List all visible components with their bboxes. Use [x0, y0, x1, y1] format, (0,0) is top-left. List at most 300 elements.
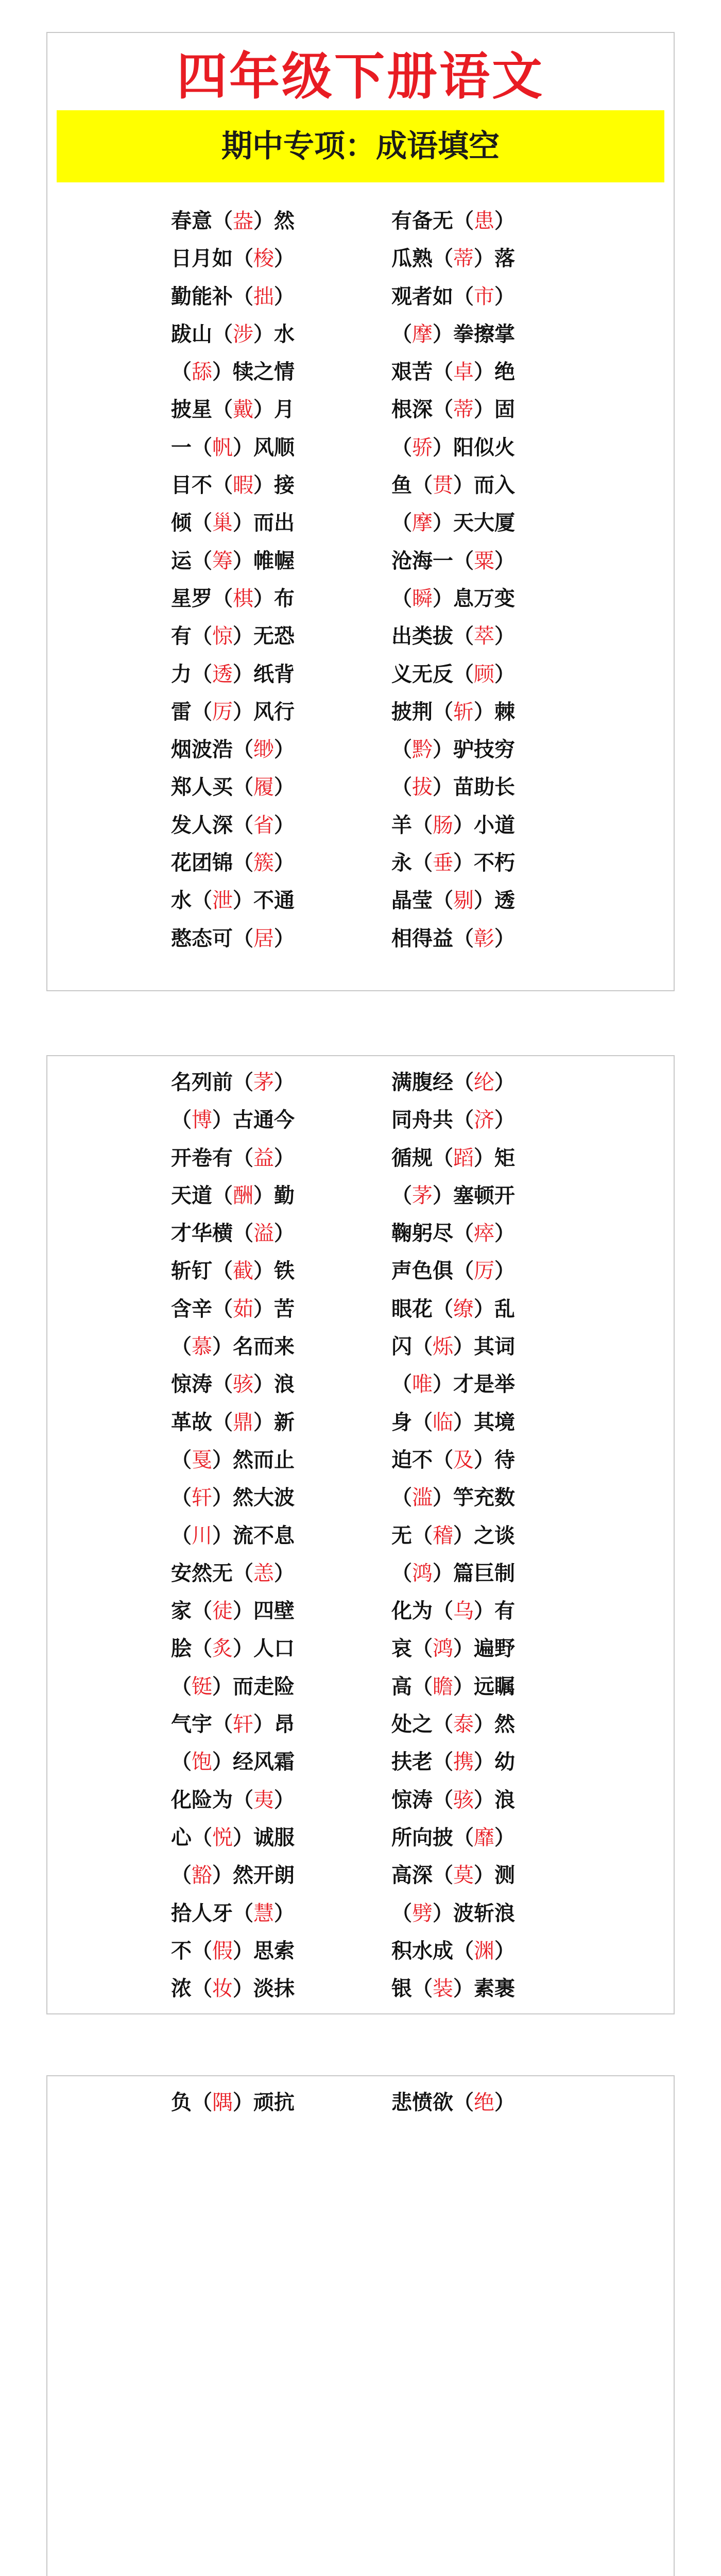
- idiom-text-before: 所向披（: [391, 1825, 474, 1850]
- idiom-answer: 骇: [453, 1788, 474, 1812]
- idiom-text-after: ）幼: [474, 1750, 515, 1774]
- idiom-answer: 悦: [212, 1825, 233, 1850]
- idiom-text-before: （: [391, 586, 412, 611]
- idiom-item: [171, 1592, 295, 1630]
- idiom-text-before: 银（: [391, 1976, 433, 2001]
- idiom-answer: 彰: [474, 926, 494, 951]
- idiom-text-before: 晶莹（: [391, 888, 453, 913]
- idiom-text-before: 目不（: [171, 473, 233, 498]
- idiom-text-before: 气宇（: [171, 1712, 233, 1737]
- idiom-item: [391, 1856, 515, 1894]
- idiom-text-after: ）: [274, 1221, 295, 1246]
- idiom-answer: 慧: [253, 1901, 274, 1925]
- idiom-answer: 饱: [192, 1750, 212, 1774]
- idiom-answer: 拙: [253, 284, 274, 309]
- idiom-item: [171, 1328, 295, 1366]
- idiom-text-before: （: [171, 1863, 192, 1888]
- worksheet-page-3: [46, 2075, 675, 2576]
- idiom-text-before: 瓜熟（: [391, 246, 453, 271]
- idiom-answer: 鸿: [412, 1561, 433, 1585]
- idiom-text-after: ）阳似火: [433, 435, 515, 460]
- idiom-row: [47, 353, 674, 391]
- idiom-row: [47, 466, 674, 504]
- idiom-text-before: 扶老（: [391, 1750, 453, 1774]
- idiom-text-before: （: [391, 1372, 412, 1397]
- idiom-answer: 簇: [253, 851, 274, 875]
- idiom-answer: 梭: [253, 247, 274, 271]
- idiom-text-after: ）: [274, 1070, 295, 1094]
- idiom-answer: 泄: [212, 889, 233, 913]
- idiom-text-before: 开卷有（: [171, 1145, 253, 1170]
- idiom-text-after: ）流不息: [212, 1523, 295, 1548]
- idiom-text-after: ）驴技穷: [433, 737, 515, 762]
- idiom-text-after: ）其词: [453, 1334, 515, 1359]
- idiom-item: [171, 1403, 295, 1442]
- idiom-item: [171, 731, 295, 769]
- idiom-item: [391, 617, 515, 655]
- idiom-text-after: ）新: [253, 1410, 295, 1434]
- idiom-text-after: ）: [274, 1561, 295, 1585]
- idiom-text-before: 闪（: [391, 1334, 433, 1359]
- idiom-item: [391, 1479, 515, 1517]
- idiom-text-after: ）而出: [233, 511, 295, 535]
- idiom-row: [47, 1554, 674, 1592]
- idiom-answer: 涉: [233, 322, 253, 346]
- idiom-item: [171, 429, 295, 467]
- idiom-answer: 莫: [453, 1863, 474, 1888]
- idiom-text-after: ）: [274, 246, 295, 271]
- idiom-answer: 黔: [412, 738, 433, 762]
- idiom-item: [391, 1668, 515, 1706]
- idiom-row: [47, 1743, 674, 1781]
- idiom-text-after: ）素裹: [453, 1976, 515, 2001]
- idiom-text-before: 眼花（: [391, 1296, 453, 1321]
- idiom-answer: 骇: [233, 1372, 253, 1397]
- idiom-text-after: ）才是举: [433, 1372, 515, 1397]
- idiom-text-after: ）: [494, 662, 515, 686]
- idiom-item: [391, 2083, 515, 2122]
- idiom-row: [47, 1101, 674, 1139]
- idiom-text-after: ）月: [253, 397, 295, 422]
- idiom-answer: 携: [453, 1750, 474, 1774]
- idiom-text-after: ）: [494, 1221, 515, 1246]
- idiom-text-before: 负（: [171, 2090, 212, 2114]
- idiom-text-after: ）浪: [474, 1787, 515, 1812]
- idiom-answer: 徒: [212, 1599, 233, 1623]
- idiom-item: [391, 240, 515, 278]
- idiom-text-after: ）然而止: [212, 1447, 295, 1472]
- idiom-item: [391, 1403, 515, 1442]
- idiom-answer: 贯: [433, 473, 453, 498]
- idiom-text-before: 憨态可（: [171, 926, 253, 951]
- idiom-answer: 缈: [253, 738, 274, 762]
- idiom-item: [171, 1932, 295, 1970]
- idiom-item: [171, 391, 295, 429]
- idiom-text-before: 发人深（: [171, 812, 253, 837]
- idiom-answer: 盎: [233, 209, 253, 233]
- idiom-row: [47, 202, 674, 240]
- idiom-item: [171, 1441, 295, 1479]
- idiom-answer: 假: [212, 1939, 233, 1963]
- idiom-text-after: ）矩: [474, 1145, 515, 1170]
- idiom-row: [47, 1214, 674, 1252]
- idiom-answer: 夷: [253, 1788, 274, 1812]
- idiom-text-before: （: [171, 1523, 192, 1548]
- idiom-answer: 舔: [192, 360, 212, 384]
- idiom-item: [171, 542, 295, 580]
- idiom-text-after: ）布: [253, 586, 295, 611]
- idiom-text-after: ）然开朗: [212, 1863, 295, 1888]
- idiom-text-before: 满腹经（: [391, 1070, 474, 1094]
- idiom-answer: 炙: [212, 1637, 233, 1661]
- idiom-text-after: ）无恐: [233, 624, 295, 649]
- idiom-answer: 透: [212, 662, 233, 686]
- idiom-item: [171, 655, 295, 693]
- idiom-answer: 蒂: [453, 247, 474, 271]
- idiom-answer: 萃: [474, 624, 494, 649]
- idiom-answer: 省: [253, 813, 274, 837]
- idiom-row: [47, 1328, 674, 1365]
- idiom-item: [391, 1932, 515, 1970]
- idiom-item: [171, 504, 295, 542]
- idiom-item: [391, 1252, 515, 1290]
- idiom-text-before: 鱼（: [391, 473, 433, 498]
- idiom-text-before: 星罗（: [171, 586, 233, 611]
- subtitle-banner: 期中专项：成语填空: [57, 110, 664, 182]
- idiom-answer: 骄: [412, 435, 433, 460]
- idiom-row: [47, 731, 674, 768]
- idiom-answer: 济: [474, 1108, 494, 1132]
- idiom-text-before: 披星（: [171, 397, 233, 422]
- idiom-text-before: （: [391, 775, 412, 800]
- idiom-row: [47, 2083, 674, 2121]
- idiom-text-after: ）名而来: [212, 1334, 295, 1359]
- idiom-answer: 惊: [212, 624, 233, 649]
- idiom-text-before: 春意（: [171, 209, 233, 233]
- idiom-text-after: ）塞顿开: [433, 1183, 515, 1208]
- worksheet-page-2: [46, 1055, 675, 2014]
- idiom-item: [171, 920, 295, 958]
- idiom-text-after: ）: [494, 1825, 515, 1850]
- idiom-answer: 棋: [233, 586, 253, 611]
- idiom-item: [171, 1290, 295, 1328]
- idiom-text-after: ）淡抹: [233, 1976, 295, 2001]
- idiom-item: [391, 504, 515, 542]
- idiom-text-after: ）: [274, 1145, 295, 1170]
- idiom-item: [391, 731, 515, 769]
- idiom-text-after: ）远瞩: [453, 1674, 515, 1699]
- idiom-row: [47, 542, 674, 580]
- idiom-item: [391, 1101, 515, 1139]
- idiom-item: [391, 542, 515, 580]
- idiom-answer: 鸿: [433, 1637, 453, 1661]
- idiom-item: [171, 1630, 295, 1668]
- idiom-text-after: ）有: [474, 1599, 515, 1623]
- idiom-text-before: 义无反（: [391, 662, 474, 686]
- idiom-item: [171, 2083, 295, 2122]
- idiom-text-after: ）息万变: [433, 586, 515, 611]
- idiom-row: [47, 1290, 674, 1328]
- idiom-text-after: ）昂: [253, 1712, 295, 1737]
- idiom-item: [171, 882, 295, 920]
- idiom-answer: 劈: [412, 1901, 433, 1925]
- idiom-text-before: （: [391, 1901, 412, 1925]
- idiom-text-before: 哀（: [391, 1636, 433, 1661]
- idiom-text-after: ）不朽: [453, 851, 515, 875]
- idiom-answer: 靡: [474, 1825, 494, 1850]
- idiom-item: [391, 1290, 515, 1328]
- idiom-text-after: ）顽抗: [233, 2090, 295, 2114]
- idiom-text-before: 安然无（: [171, 1561, 253, 1585]
- idiom-text-after: ）古通今: [212, 1108, 295, 1132]
- idiom-row: [47, 1894, 674, 1932]
- idiom-answer: 豁: [192, 1863, 212, 1888]
- idiom-text-before: 革故（: [171, 1410, 233, 1434]
- idiom-answer: 及: [453, 1448, 474, 1472]
- idiom-text-after: ）浪: [253, 1372, 295, 1397]
- idiom-item: [171, 1177, 295, 1215]
- idiom-answer: 粟: [474, 549, 494, 573]
- idiom-answer: 隅: [212, 2091, 233, 2114]
- idiom-item: [171, 1365, 295, 1403]
- idiom-row: [47, 693, 674, 731]
- idiom-row: [47, 429, 674, 466]
- idiom-text-before: 悲愤欲（: [391, 2090, 474, 2114]
- idiom-answer: 瞬: [412, 586, 433, 611]
- idiom-text-before: 斩钉（: [171, 1259, 233, 1283]
- idiom-item: [391, 920, 515, 958]
- idiom-item: [391, 1214, 515, 1252]
- idiom-item: [391, 1743, 515, 1781]
- idiom-answer: 剔: [453, 889, 474, 913]
- idiom-answer: 博: [192, 1108, 212, 1132]
- idiom-text-after: ）棘: [474, 699, 515, 724]
- idiom-text-before: 羊（: [391, 812, 433, 837]
- idiom-answer: 厉: [474, 1259, 494, 1283]
- idiom-item: [391, 466, 515, 504]
- idiom-text-before: 同舟共（: [391, 1108, 474, 1132]
- idiom-item: [391, 1630, 515, 1668]
- idiom-text-after: ）固: [474, 397, 515, 422]
- idiom-item: [171, 1894, 295, 1933]
- idiom-text-after: ）然大波: [212, 1485, 295, 1510]
- idiom-text-after: ）铁: [253, 1259, 295, 1283]
- idiom-text-before: 名列前（: [171, 1070, 253, 1094]
- idiom-answer: 泰: [453, 1713, 474, 1737]
- idiom-text-after: ）然: [474, 1712, 515, 1737]
- idiom-answer: 溢: [253, 1222, 274, 1246]
- idiom-answer: 瘁: [474, 1222, 494, 1246]
- idiom-text-after: ）: [274, 737, 295, 762]
- idiom-text-after: ）波斩浪: [433, 1901, 515, 1925]
- idiom-row: [47, 1403, 674, 1441]
- idiom-row: [47, 1668, 674, 1705]
- idiom-text-before: 含辛（: [171, 1296, 233, 1321]
- idiom-answer: 绝: [474, 2091, 494, 2114]
- idiom-text-after: ）遍野: [453, 1636, 515, 1661]
- idiom-answer: 拔: [412, 775, 433, 800]
- idiom-item: [391, 429, 515, 467]
- idiom-row: [47, 844, 674, 882]
- idiom-text-after: ）苗助长: [433, 775, 515, 800]
- idiom-text-before: 花团锦（: [171, 851, 253, 875]
- idiom-answer: 慕: [192, 1335, 212, 1359]
- idiom-text-after: ）乱: [474, 1296, 515, 1321]
- idiom-text-after: ）: [274, 812, 295, 837]
- idiom-text-before: 无（: [391, 1523, 433, 1548]
- idiom-answer: 肠: [433, 813, 453, 837]
- idiom-item: [391, 1328, 515, 1366]
- idiom-answer: 蒂: [453, 398, 474, 422]
- idiom-text-before: 声色俱（: [391, 1259, 474, 1283]
- idiom-text-before: 拾人牙（: [171, 1901, 253, 1925]
- idiom-text-after: ）: [494, 1938, 515, 1963]
- idiom-item: [171, 315, 295, 353]
- idiom-row: [47, 1441, 674, 1479]
- idiom-answer: 厉: [212, 700, 233, 724]
- idiom-text-after: ）: [494, 209, 515, 233]
- idiom-text-before: （: [171, 1447, 192, 1472]
- idiom-text-after: ）经风霜: [212, 1750, 295, 1774]
- idiom-text-after: ）: [494, 284, 515, 309]
- idiom-answer: 缭: [453, 1297, 474, 1321]
- idiom-text-before: （: [171, 1485, 192, 1510]
- idiom-answer: 稽: [433, 1523, 453, 1548]
- idiom-item: [391, 202, 515, 240]
- idiom-item: [171, 806, 295, 844]
- idiom-text-after: ）: [494, 1108, 515, 1132]
- idiom-row: [47, 1517, 674, 1554]
- idiom-text-before: 积水成（: [391, 1938, 474, 1963]
- idiom-item: [391, 882, 515, 920]
- idiom-text-before: 有备无（: [391, 209, 474, 233]
- idiom-row: [47, 1479, 674, 1516]
- idiom-row: [47, 278, 674, 315]
- idiom-row: [47, 1252, 674, 1290]
- idiom-item: [391, 391, 515, 429]
- idiom-item: [391, 1139, 515, 1177]
- idiom-row: [47, 1592, 674, 1630]
- idiom-text-after: ）透: [474, 888, 515, 913]
- idiom-row: [47, 391, 674, 428]
- idiom-answer: 摩: [412, 322, 433, 346]
- idiom-item: [391, 1063, 515, 1101]
- idiom-text-after: ）: [494, 624, 515, 649]
- idiom-answer: 患: [474, 209, 494, 233]
- idiom-answer: 居: [253, 926, 274, 951]
- idiom-text-after: ）天大厦: [433, 511, 515, 535]
- idiom-text-before: 相得益（: [391, 926, 474, 951]
- idiom-answer: 酬: [233, 1183, 253, 1208]
- idiom-text-after: ）犊之情: [212, 360, 295, 384]
- idiom-text-before: 观者如（: [391, 284, 474, 309]
- idiom-answer: 乌: [453, 1599, 474, 1623]
- idiom-text-before: 惊涛（: [391, 1787, 453, 1812]
- idiom-text-before: 一（: [171, 435, 212, 460]
- idiom-text-after: ）: [274, 851, 295, 875]
- idiom-text-after: ）竽充数: [433, 1485, 515, 1510]
- idiom-row: [47, 315, 674, 353]
- idiom-text-before: 才华横（: [171, 1221, 253, 1246]
- idiom-text-before: 永（: [391, 851, 433, 875]
- idiom-item: [171, 1856, 295, 1894]
- idiom-item: [391, 1894, 515, 1933]
- idiom-answer: 渊: [474, 1939, 494, 1963]
- idiom-text-before: 沧海一（: [391, 548, 474, 573]
- idiom-text-before: 艰苦（: [391, 360, 453, 384]
- idiom-row: [47, 504, 674, 541]
- idiom-text-after: ）: [494, 2090, 515, 2114]
- idiom-row: [47, 1970, 674, 2007]
- idiom-text-before: 家（: [171, 1599, 212, 1623]
- idiom-item: [171, 844, 295, 882]
- idiom-text-after: ）落: [474, 246, 515, 271]
- idiom-answer: 唯: [412, 1372, 433, 1397]
- idiom-item: [391, 844, 515, 882]
- idiom-text-before: 鞠躬尽（: [391, 1221, 474, 1246]
- idiom-grid: [47, 1063, 674, 2007]
- idiom-item: [391, 1554, 515, 1592]
- idiom-text-before: （: [171, 360, 192, 384]
- idiom-item: [171, 353, 295, 391]
- idiom-answer: 妆: [212, 1977, 233, 2001]
- idiom-answer: 滥: [412, 1486, 433, 1510]
- idiom-text-after: ）测: [474, 1863, 515, 1888]
- idiom-item: [171, 466, 295, 504]
- idiom-answer: 茅: [253, 1071, 274, 1094]
- idiom-item: [171, 278, 295, 316]
- idiom-item: [391, 1441, 515, 1479]
- idiom-text-before: 日月如（: [171, 246, 253, 271]
- idiom-item: [391, 655, 515, 693]
- idiom-row: [47, 1177, 674, 1214]
- idiom-text-before: 处之（: [391, 1712, 453, 1737]
- idiom-item: [171, 1781, 295, 1819]
- idiom-text-after: ）小道: [453, 812, 515, 837]
- idiom-item: [171, 1252, 295, 1290]
- idiom-text-after: ）而走险: [212, 1674, 295, 1699]
- idiom-item: [391, 1177, 515, 1215]
- idiom-text-after: ）诚服: [233, 1825, 295, 1850]
- idiom-text-before: 郑人买（: [171, 775, 253, 800]
- idiom-answer: 益: [253, 1146, 274, 1170]
- idiom-item: [171, 1970, 295, 2008]
- idiom-text-after: ）: [274, 1901, 295, 1925]
- idiom-row: [47, 1932, 674, 1970]
- idiom-item: [171, 768, 295, 806]
- idiom-text-after: ）苦: [253, 1296, 295, 1321]
- idiom-text-after: ）然: [253, 209, 295, 233]
- idiom-text-before: 惊涛（: [171, 1372, 233, 1397]
- idiom-text-after: ）之谈: [453, 1523, 515, 1548]
- idiom-item: [391, 693, 515, 731]
- idiom-text-before: （: [391, 1561, 412, 1585]
- idiom-row: [47, 1819, 674, 1856]
- idiom-row: [47, 1781, 674, 1819]
- idiom-item: [171, 1517, 295, 1555]
- idiom-text-before: 运（: [171, 548, 212, 573]
- idiom-text-after: ）四壁: [233, 1599, 295, 1623]
- idiom-text-before: 天道（: [171, 1183, 233, 1208]
- idiom-row: [47, 920, 674, 957]
- idiom-answer: 铤: [192, 1674, 212, 1699]
- idiom-answer: 川: [192, 1523, 212, 1548]
- idiom-answer: 瞻: [433, 1674, 453, 1699]
- idiom-answer: 烁: [433, 1335, 453, 1359]
- idiom-answer: 截: [233, 1259, 253, 1283]
- idiom-text-after: ）纸背: [233, 662, 295, 686]
- idiom-item: [171, 580, 295, 618]
